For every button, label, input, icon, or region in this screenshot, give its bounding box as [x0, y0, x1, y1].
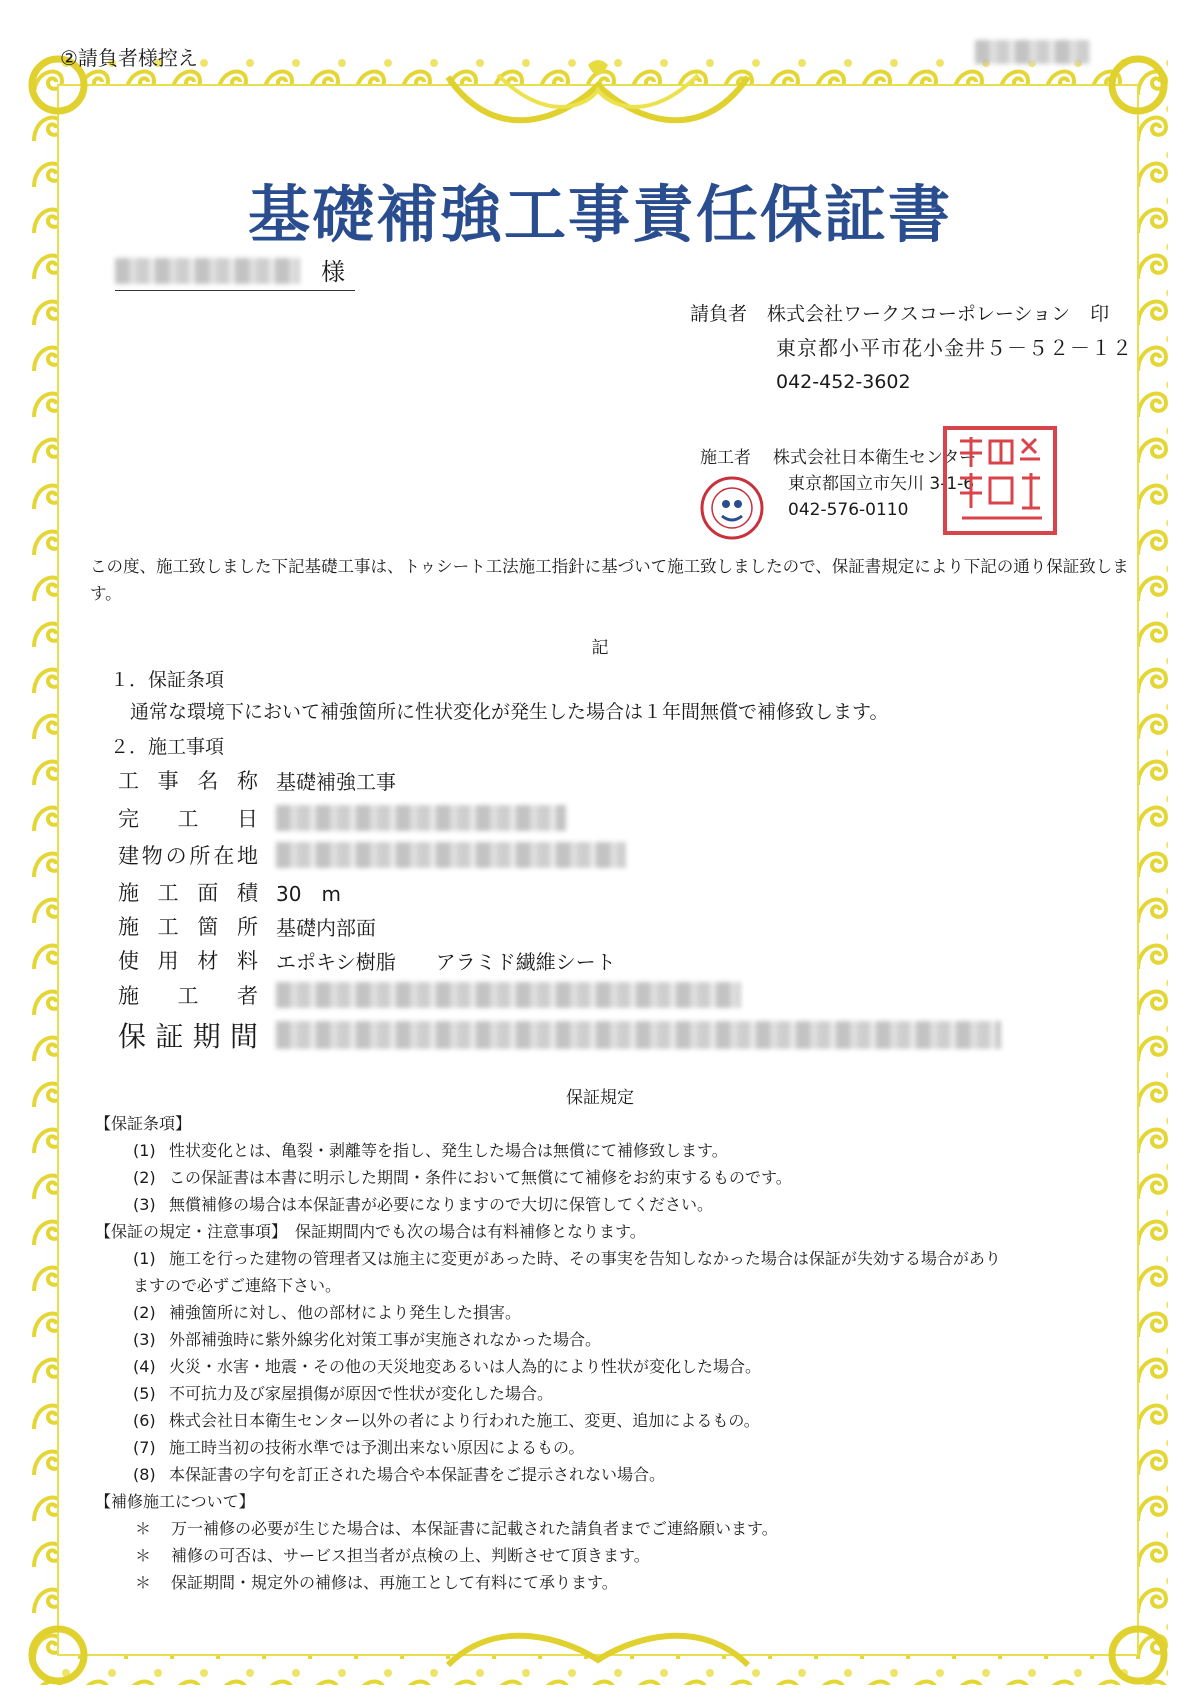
redacted-installer — [276, 982, 741, 1008]
row-value: 30 m — [276, 881, 341, 906]
repair-heading: 【補修施工について】 — [95, 1492, 255, 1511]
list-item — [95, 1353, 1135, 1380]
ki-mark: 記 — [591, 638, 609, 658]
section1-heading: １．保証条項 — [110, 669, 225, 691]
rules-title: 保証規定 — [566, 1088, 634, 1108]
list-item-continuation: ますので必ずご連絡下さい。 — [133, 1276, 342, 1295]
row-label: 建 物 の 所 在 地 — [118, 844, 258, 868]
asterisk-icon: ＊ — [135, 1519, 152, 1538]
list-item — [95, 1407, 1135, 1434]
row-label: 施 工 箇 所 — [118, 915, 258, 939]
item-number: (2) — [133, 1303, 156, 1322]
row-value: 基礎補強工事 — [276, 769, 396, 794]
asterisk-icon: ＊ — [135, 1573, 152, 1592]
copy-label: ②請負者様控え — [60, 46, 198, 70]
item-text: 無償補修の場合は本保証書が必要になりますので大切に保管してください。 — [169, 1195, 714, 1214]
item-text: 本保証書の字句を訂正された場合や本保証書をご提示されない場合。 — [169, 1465, 666, 1484]
list-item — [95, 1434, 1135, 1461]
row-label: 保 証 期 間 — [118, 1020, 258, 1053]
row-value: エポキシ樹脂 アラミド繊維シート — [276, 949, 616, 974]
asterisk-icon: ＊ — [135, 1546, 152, 1565]
table-row — [118, 877, 341, 907]
contractor-block — [690, 297, 1133, 399]
item-text: 補修の可否は、サービス担当者が点検の上、判断させて頂きます。 — [171, 1546, 650, 1565]
item-number: (3) — [133, 1330, 156, 1349]
list-item — [95, 1461, 1135, 1488]
constructor-role: 施工者 — [700, 448, 751, 468]
item-number: (4) — [133, 1357, 156, 1376]
item-number: (8) — [133, 1465, 156, 1484]
list-item — [95, 1137, 1135, 1164]
item-number: (1) — [133, 1141, 156, 1160]
item-text: 施工を行った建物の管理者又は施主に変更があった時、その事実を告知しなかった場合は保証が失効する場合があり — [169, 1249, 1001, 1268]
item-number: (2) — [133, 1168, 156, 1187]
addressee-suffix: 様 — [321, 258, 345, 286]
table-row — [118, 840, 626, 870]
item-text: 施工時当初の技術水準では予測出来ない原因によるもの。 — [169, 1438, 585, 1457]
contractor-role: 請負者 — [690, 303, 748, 325]
list-item — [95, 1299, 1135, 1326]
item-number: (3) — [133, 1195, 156, 1214]
row-label: 工 事 名 称 — [118, 769, 258, 793]
notes-heading: 【保証の規定・注意事項】 保証期間内でも次の場合は有料補修となります。 — [95, 1222, 646, 1241]
table-row — [118, 1015, 1001, 1055]
constructor-company: 株式会社日本衛生センター — [773, 448, 977, 468]
contractor-company: 株式会社ワークスコーポレーション — [767, 303, 1071, 325]
list-item — [95, 1515, 1135, 1542]
rules-section — [95, 1110, 1135, 1596]
item-number: (6) — [133, 1411, 156, 1430]
list-item — [95, 1380, 1135, 1407]
row-label: 完 工 日 — [118, 807, 258, 831]
contractor-address: 東京都小平市花小金井５－５２－１２ — [776, 336, 1133, 360]
list-item — [95, 1164, 1135, 1191]
item-text: 補強箇所に対し、他の部材により発生した損害。 — [169, 1303, 522, 1322]
item-text: 性状変化とは、亀裂・剥離等を指し、発生した場合は無償にて補修致します。 — [169, 1141, 728, 1160]
list-item — [95, 1326, 1135, 1353]
table-row — [118, 911, 376, 941]
redacted-warranty-period — [276, 1021, 1001, 1049]
addressee-line — [115, 250, 355, 291]
constructor-address: 東京都国立市矢川 3-1-6 — [788, 474, 975, 494]
item-text: 火災・水害・地震・その他の天災地変あるいは人為的により性状が変化した場合。 — [169, 1357, 762, 1376]
row-label: 使 用 材 料 — [118, 949, 258, 973]
table-row — [118, 803, 566, 833]
section2-heading: ２．施工事項 — [110, 736, 225, 758]
redacted-completion-date — [276, 805, 566, 831]
list-item — [95, 1245, 1135, 1272]
redacted-building-address — [276, 842, 626, 868]
table-row — [118, 980, 741, 1010]
row-label: 施 工 者 — [118, 984, 258, 1008]
page-title: 基礎補強工事責任保証書 — [247, 178, 952, 251]
item-text: 外部補強時に紫外線劣化対策工事が実施されなかった場合。 — [169, 1330, 602, 1349]
redacted-doc-number — [975, 40, 1090, 64]
row-label: 施 工 面 積 — [118, 881, 258, 905]
intro-paragraph: この度、施工致しました下記基礎工事は、トゥシート工法施工指針に基づいて施工致しましたので、保証書規定により下記の通り保証致します。 — [90, 557, 1129, 603]
constructor-phone: 042-576-0110 — [788, 500, 909, 520]
section1-text: 通常な環境下において補強箇所に性状変化が発生した場合は１年間無償で補修致します。 — [130, 701, 889, 723]
table-row — [118, 765, 396, 795]
item-number: (1) — [133, 1249, 156, 1268]
contractor-phone: 042-452-3602 — [776, 371, 911, 393]
item-text: 不可抗力及び家屋損傷が原因で性状が変化した場合。 — [169, 1384, 554, 1403]
company-logo — [700, 476, 764, 540]
item-number: (5) — [133, 1384, 156, 1403]
item-number: (7) — [133, 1438, 156, 1457]
item-text: この保証書は本書に明示した期間・条件において無償にて補修をお約束するものです。 — [169, 1168, 792, 1187]
table-row — [118, 945, 616, 975]
list-item — [95, 1569, 1135, 1596]
list-item — [95, 1191, 1135, 1218]
item-text: 万一補修の必要が生じた場合は、本保証書に記載された請負者までご連絡願います。 — [171, 1519, 778, 1538]
company-seal-stamp — [940, 423, 1060, 538]
contractor-seal-mark: 印 — [1090, 303, 1110, 325]
item-text: 保証期間・規定外の補修は、再施工として有料にて承ります。 — [171, 1573, 618, 1592]
redacted-addressee-name — [115, 258, 300, 284]
row-value: 基礎内部面 — [276, 915, 376, 940]
terms-heading: 【保証条項】 — [95, 1114, 192, 1133]
item-text: 株式会社日本衛生センター以外の者により行われた施工、変更、追加によるもの。 — [169, 1411, 760, 1430]
list-item — [95, 1542, 1135, 1569]
